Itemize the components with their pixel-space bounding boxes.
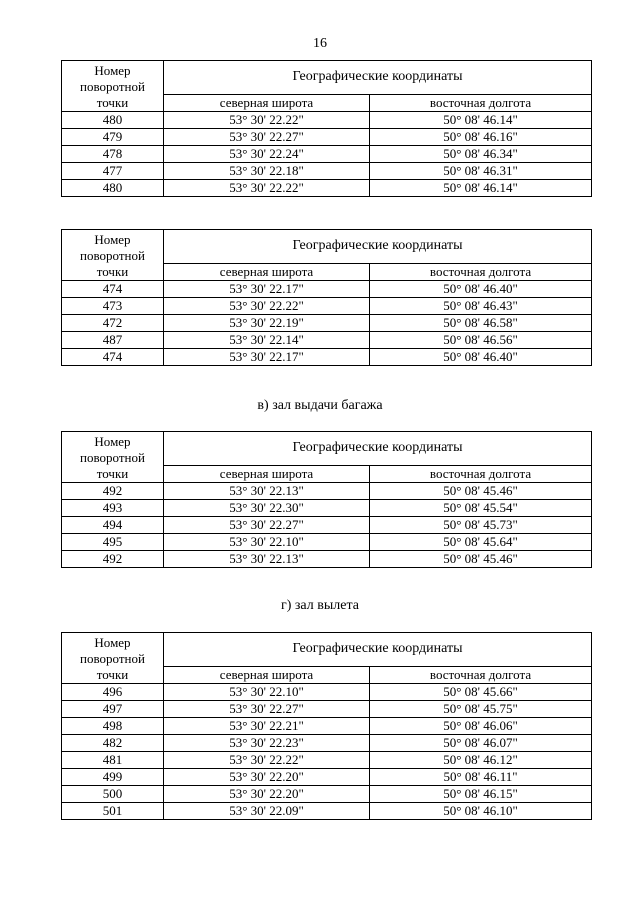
latitude-header: северная широта	[164, 263, 370, 280]
latitude-cell: 53° 30' 22.22"	[164, 752, 370, 769]
point-number-cell: 496	[62, 684, 164, 701]
point-number-header-line: поворотной	[80, 450, 145, 465]
longitude-cell: 50° 08' 46.10"	[370, 803, 592, 820]
point-number-cell: 473	[62, 298, 164, 315]
point-number-cell: 493	[62, 500, 164, 517]
table-row	[62, 146, 592, 163]
point-number-cell: 474	[62, 349, 164, 366]
table-row	[62, 551, 592, 568]
point-number-header-line: точки	[96, 95, 129, 110]
point-number-header	[62, 230, 164, 281]
longitude-cell: 50° 08' 45.64"	[370, 534, 592, 551]
geo-coordinates-header: Географические координаты	[164, 633, 592, 667]
point-number-cell: 472	[62, 315, 164, 332]
point-number-cell: 492	[62, 483, 164, 500]
longitude-cell: 50° 08' 46.58"	[370, 315, 592, 332]
table-row	[62, 718, 592, 735]
latitude-cell: 53° 30' 22.13"	[164, 483, 370, 500]
point-number-cell: 500	[62, 786, 164, 803]
latitude-cell: 53° 30' 22.22"	[164, 112, 370, 129]
latitude-cell: 53° 30' 22.20"	[164, 769, 370, 786]
longitude-cell: 50° 08' 46.16"	[370, 129, 592, 146]
latitude-cell: 53° 30' 22.10"	[164, 534, 370, 551]
table-row	[62, 786, 592, 803]
header-row	[62, 61, 592, 95]
longitude-cell: 50° 08' 46.40"	[370, 349, 592, 366]
longitude-header: восточная долгота	[370, 666, 592, 683]
latitude-cell: 53° 30' 22.22"	[164, 298, 370, 315]
point-number-header-line: Номер	[94, 232, 131, 247]
point-number-header-line: точки	[96, 264, 129, 279]
point-number-header	[62, 633, 164, 684]
table-row	[62, 752, 592, 769]
table-row	[62, 769, 592, 786]
table-row	[62, 112, 592, 129]
longitude-cell: 50° 08' 46.31"	[370, 163, 592, 180]
point-number-header-line: точки	[96, 667, 129, 682]
table-row	[62, 349, 592, 366]
point-number-cell: 495	[62, 534, 164, 551]
point-number-cell: 479	[62, 129, 164, 146]
latitude-cell: 53° 30' 22.18"	[164, 163, 370, 180]
longitude-cell: 50° 08' 46.12"	[370, 752, 592, 769]
point-number-cell: 487	[62, 332, 164, 349]
table-row	[62, 332, 592, 349]
longitude-cell: 50° 08' 46.34"	[370, 146, 592, 163]
point-number-cell: 474	[62, 281, 164, 298]
header-row	[62, 432, 592, 466]
latitude-cell: 53° 30' 22.27"	[164, 517, 370, 534]
longitude-header: восточная долгота	[370, 465, 592, 482]
longitude-cell: 50° 08' 45.54"	[370, 500, 592, 517]
longitude-cell: 50° 08' 46.07"	[370, 735, 592, 752]
coordinates-table	[61, 632, 592, 820]
table-row	[62, 735, 592, 752]
point-number-cell: 497	[62, 701, 164, 718]
longitude-cell: 50° 08' 46.40"	[370, 281, 592, 298]
geo-coordinates-header: Географические координаты	[164, 230, 592, 264]
longitude-header: восточная долгота	[370, 263, 592, 280]
table-row	[62, 180, 592, 197]
table-row	[62, 803, 592, 820]
longitude-cell: 50° 08' 45.73"	[370, 517, 592, 534]
point-number-header-line: поворотной	[80, 248, 145, 263]
point-number-cell: 498	[62, 718, 164, 735]
point-number-header-line: Номер	[94, 635, 131, 650]
latitude-cell: 53° 30' 22.23"	[164, 735, 370, 752]
latitude-cell: 53° 30' 22.14"	[164, 332, 370, 349]
latitude-header: северная широта	[164, 94, 370, 111]
point-number-header-line: поворотной	[80, 651, 145, 666]
table-row	[62, 483, 592, 500]
table-row	[62, 129, 592, 146]
latitude-header: северная широта	[164, 465, 370, 482]
table-row	[62, 163, 592, 180]
latitude-cell: 53° 30' 22.30"	[164, 500, 370, 517]
table-row	[62, 281, 592, 298]
latitude-cell: 53° 30' 22.09"	[164, 803, 370, 820]
latitude-cell: 53° 30' 22.20"	[164, 786, 370, 803]
point-number-cell: 499	[62, 769, 164, 786]
header-row	[62, 230, 592, 264]
latitude-cell: 53° 30' 22.17"	[164, 281, 370, 298]
point-number-cell: 478	[62, 146, 164, 163]
point-number-cell: 477	[62, 163, 164, 180]
latitude-header: северная широта	[164, 666, 370, 683]
longitude-cell: 50° 08' 45.46"	[370, 551, 592, 568]
geo-coordinates-header: Географические координаты	[164, 61, 592, 95]
table-row	[62, 517, 592, 534]
longitude-header: восточная долгота	[370, 94, 592, 111]
point-number-header-line: точки	[96, 466, 129, 481]
longitude-cell: 50° 08' 46.43"	[370, 298, 592, 315]
coordinates-table	[61, 229, 592, 366]
header-row	[62, 633, 592, 667]
longitude-cell: 50° 08' 46.06"	[370, 718, 592, 735]
table-row	[62, 534, 592, 551]
latitude-cell: 53° 30' 22.27"	[164, 701, 370, 718]
latitude-cell: 53° 30' 22.24"	[164, 146, 370, 163]
point-number-header	[62, 432, 164, 483]
latitude-cell: 53° 30' 22.27"	[164, 129, 370, 146]
longitude-cell: 50° 08' 46.14"	[370, 112, 592, 129]
latitude-cell: 53° 30' 22.21"	[164, 718, 370, 735]
page-number: 16	[313, 36, 327, 51]
latitude-cell: 53° 30' 22.10"	[164, 684, 370, 701]
coordinates-table	[61, 431, 592, 568]
longitude-cell: 50° 08' 46.11"	[370, 769, 592, 786]
table-row	[62, 315, 592, 332]
section-label: в) зал выдачи багажа	[257, 398, 383, 413]
latitude-cell: 53° 30' 22.22"	[164, 180, 370, 197]
geo-coordinates-header: Географические координаты	[164, 432, 592, 466]
point-number-cell: 480	[62, 112, 164, 129]
section-label: г) зал вылета	[281, 598, 359, 613]
latitude-cell: 53° 30' 22.13"	[164, 551, 370, 568]
longitude-cell: 50° 08' 46.56"	[370, 332, 592, 349]
latitude-cell: 53° 30' 22.17"	[164, 349, 370, 366]
longitude-cell: 50° 08' 45.46"	[370, 483, 592, 500]
point-number-header-line: Номер	[94, 434, 131, 449]
longitude-cell: 50° 08' 45.75"	[370, 701, 592, 718]
longitude-cell: 50° 08' 45.66"	[370, 684, 592, 701]
table-row	[62, 701, 592, 718]
point-number-cell: 482	[62, 735, 164, 752]
table-row	[62, 684, 592, 701]
table-row	[62, 500, 592, 517]
point-number-cell: 481	[62, 752, 164, 769]
latitude-cell: 53° 30' 22.19"	[164, 315, 370, 332]
point-number-header	[62, 61, 164, 112]
longitude-cell: 50° 08' 46.15"	[370, 786, 592, 803]
longitude-cell: 50° 08' 46.14"	[370, 180, 592, 197]
point-number-cell: 494	[62, 517, 164, 534]
point-number-cell: 480	[62, 180, 164, 197]
point-number-header-line: поворотной	[80, 79, 145, 94]
point-number-cell: 492	[62, 551, 164, 568]
table-row	[62, 298, 592, 315]
coordinates-table	[61, 60, 592, 197]
point-number-cell: 501	[62, 803, 164, 820]
point-number-header-line: Номер	[94, 63, 131, 78]
